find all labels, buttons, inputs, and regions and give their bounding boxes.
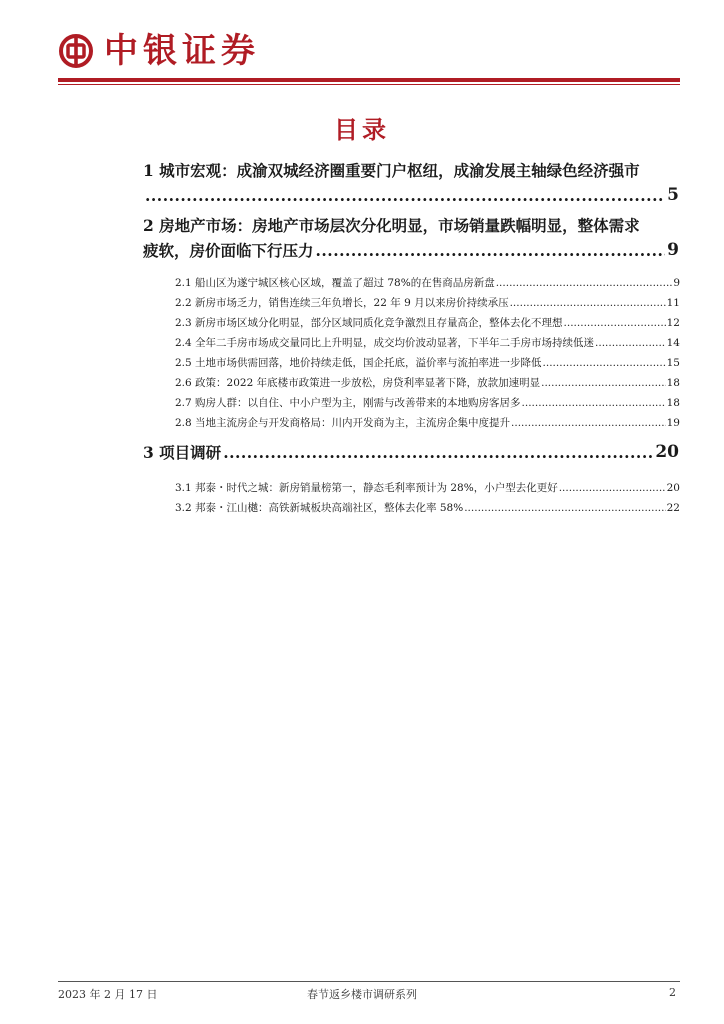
toc-section-title: 1 城市宏观：成渝双城经济圈重要门户枢纽，成渝发展主轴绿色经济强市 — [143, 161, 640, 180]
report-series: 春节返乡楼市调研系列 — [307, 988, 417, 1001]
bank-of-china-logo-icon — [58, 33, 94, 69]
header-rule-thin — [58, 84, 680, 85]
toc-page-number: 9 — [667, 240, 679, 260]
report-header — [58, 26, 260, 76]
toc-item-3-2[interactable] — [175, 501, 680, 515]
toc-item-label: 2.6 政策：2022 年底楼市政策进一步放松，房贷利率显著下降，放款加速明显 — [175, 377, 541, 389]
toc-leader-dots — [522, 396, 666, 410]
toc-leader-dots — [464, 501, 665, 515]
toc-page-number: 18 — [666, 397, 680, 409]
toc-leader-dots — [316, 238, 666, 263]
header-rule — [58, 78, 680, 82]
toc-leader-dots — [145, 183, 665, 208]
footer-rule — [58, 981, 680, 982]
toc-page-number: 20 — [655, 442, 679, 462]
toc-page-number: 19 — [666, 417, 680, 429]
toc-item-2-4[interactable] — [175, 336, 680, 350]
toc-item-2-7[interactable] — [175, 396, 680, 410]
toc-page-number: 5 — [667, 185, 679, 205]
report-date: 2023 年 2 月 17 日 — [58, 988, 158, 1001]
toc-page-number: 15 — [666, 357, 680, 369]
toc-item-label: 2.3 新房市场区域分化明显，部分区域同质化竞争激烈且存量高企，整体去化不理想 — [175, 317, 563, 329]
toc-leader-dots — [496, 276, 673, 290]
toc-leader-dots — [564, 316, 666, 330]
toc-leader-dots — [510, 296, 666, 310]
toc-page-number: 14 — [666, 337, 680, 349]
toc-item-2-5[interactable] — [175, 356, 680, 370]
toc-leader-dots — [595, 336, 666, 350]
toc-leader-dots — [559, 481, 666, 495]
toc-item-label: 2.8 当地主流房企与开发商格局：川内开发商为主，主流房企集中度提升 — [175, 417, 511, 429]
toc-page-number: 9 — [673, 277, 680, 289]
toc-page-number: 20 — [666, 482, 680, 494]
toc-section-title: 3 项目调研 — [143, 443, 222, 462]
toc-page-number: 18 — [666, 377, 680, 389]
brand-name: 中银证券 — [104, 31, 260, 71]
toc-item-label: 2.5 土地市场供需回落，地价持续走低，国企托底，溢价率与流拍率进一步降低 — [175, 357, 542, 369]
toc-leader-dots — [223, 440, 653, 465]
toc-page-number: 11 — [666, 297, 680, 309]
toc-item-2-1[interactable] — [175, 276, 680, 290]
toc-item-2-2[interactable] — [175, 296, 680, 310]
toc-item-label: 3.1 邦泰・时代之城：新房销量榜第一，静态毛利率预计为 28%，小户型去化更好 — [175, 482, 558, 494]
toc-section-title-cont: 疲软，房价面临下行压力 — [143, 241, 314, 260]
toc-section-1[interactable] — [143, 158, 679, 208]
toc-section-title: 2 房地产市场：房地产市场层次分化明显，市场销量跌幅明显，整体需求 — [143, 216, 640, 235]
toc-item-label: 2.7 购房人群：以自住、中小户型为主，刚需与改善带来的本地购房客居多 — [175, 397, 521, 409]
toc-item-label: 2.2 新房市场乏力，销售连续三年负增长，22 年 9 月以来房价持续承压 — [175, 297, 509, 309]
toc-leader-dots — [511, 416, 666, 430]
toc-page-number: 22 — [666, 502, 680, 514]
page-number: 2 — [669, 986, 676, 999]
toc-section-2[interactable] — [143, 213, 679, 263]
toc-leader-dots — [541, 376, 666, 390]
toc-item-label: 3.2 邦泰・江山樾：高铁新城板块高端社区，整体去化率 58% — [175, 502, 464, 514]
toc-item-label: 2.1 船山区为遂宁城区核心区域，覆盖了超过 78%的在售商品房新盘 — [175, 277, 495, 289]
toc-page-number: 12 — [666, 317, 680, 329]
page-title: 目录 — [334, 115, 390, 144]
toc-leader-dots — [543, 356, 666, 370]
toc-item-2-6[interactable] — [175, 376, 680, 390]
toc-item-2-3[interactable] — [175, 316, 680, 330]
toc-item-3-1[interactable] — [175, 481, 680, 495]
toc-section-3[interactable] — [143, 440, 679, 465]
toc-item-label: 2.4 全年二手房市场成交量同比上升明显，成交均价波动显著，下半年二手房市场持续低迷 — [175, 337, 595, 349]
toc-item-2-8[interactable] — [175, 416, 680, 430]
